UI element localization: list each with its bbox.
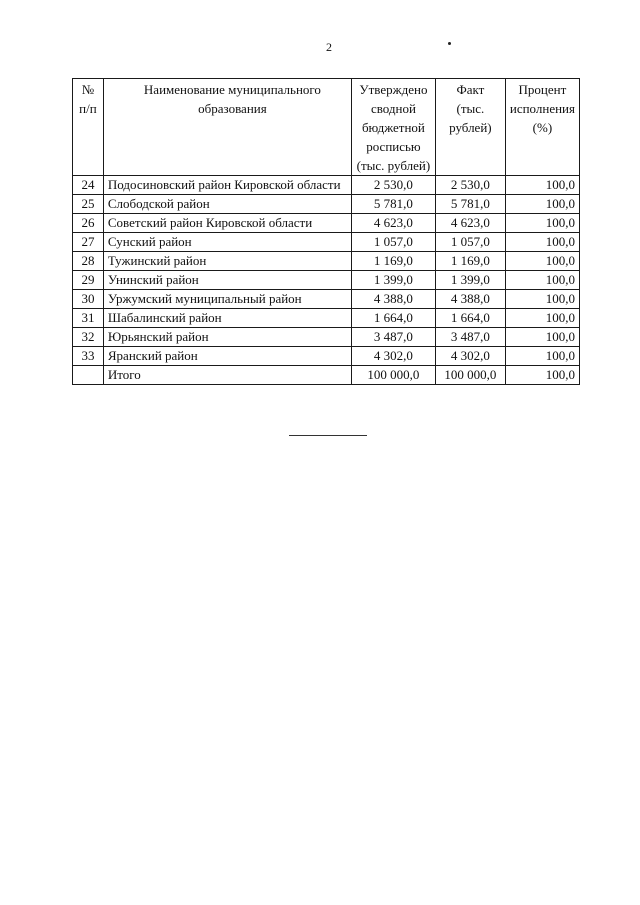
cell-fact: 2 530,0	[435, 176, 505, 195]
cell-name: Яранский район	[103, 347, 351, 366]
cell-num: 24	[73, 176, 104, 195]
table-row	[73, 252, 580, 271]
header-num: № п/п	[73, 79, 104, 176]
cell-percent: 100,0	[505, 271, 579, 290]
page-number: 2	[326, 40, 332, 54]
cell-approved: 1 057,0	[351, 233, 435, 252]
cell-num: 26	[73, 214, 104, 233]
header-name: Наименование муниципального образования	[103, 79, 351, 176]
cell-name: Унинский район	[103, 271, 351, 290]
cell-percent: 100,0	[505, 252, 579, 271]
cell-num: 30	[73, 290, 104, 309]
cell-fact: 100 000,0	[435, 366, 505, 385]
header-percent: Процент исполнения (%)	[505, 79, 579, 176]
table-row	[73, 271, 580, 290]
cell-percent: 100,0	[505, 328, 579, 347]
cell-fact: 4 388,0	[435, 290, 505, 309]
table-header-row	[73, 79, 580, 176]
cell-approved: 4 302,0	[351, 347, 435, 366]
cell-num: 28	[73, 252, 104, 271]
cell-num: 25	[73, 195, 104, 214]
cell-fact: 1 664,0	[435, 309, 505, 328]
cell-approved: 1 664,0	[351, 309, 435, 328]
cell-percent: 100,0	[505, 347, 579, 366]
header-approved: Утверждено сводной бюджетной росписью (тыс. рублей)	[351, 79, 435, 176]
scan-dot	[448, 42, 451, 45]
cell-fact: 1 169,0	[435, 252, 505, 271]
table-row	[73, 328, 580, 347]
cell-percent: 100,0	[505, 290, 579, 309]
cell-name: Юрьянский район	[103, 328, 351, 347]
cell-fact: 4 302,0	[435, 347, 505, 366]
table-row	[73, 176, 580, 195]
cell-name: Уржумский муниципальный район	[103, 290, 351, 309]
cell-percent: 100,0	[505, 366, 579, 385]
cell-name: Сунский район	[103, 233, 351, 252]
cell-name: Шабалинский район	[103, 309, 351, 328]
cell-num: 27	[73, 233, 104, 252]
cell-num: 33	[73, 347, 104, 366]
cell-name: Тужинский район	[103, 252, 351, 271]
cell-name: Слободской район	[103, 195, 351, 214]
cell-name: Советский район Кировской области	[103, 214, 351, 233]
cell-percent: 100,0	[505, 195, 579, 214]
cell-fact: 3 487,0	[435, 328, 505, 347]
cell-approved: 4 388,0	[351, 290, 435, 309]
table-row	[73, 214, 580, 233]
cell-approved: 2 530,0	[351, 176, 435, 195]
cell-fact: 1 057,0	[435, 233, 505, 252]
cell-approved: 5 781,0	[351, 195, 435, 214]
cell-num: 32	[73, 328, 104, 347]
cell-fact: 5 781,0	[435, 195, 505, 214]
cell-name: Итого	[103, 366, 351, 385]
cell-approved: 1 169,0	[351, 252, 435, 271]
cell-approved: 3 487,0	[351, 328, 435, 347]
total-row	[73, 366, 580, 385]
budget-table	[72, 78, 580, 385]
cell-name: Подосиновский район Кировской области	[103, 176, 351, 195]
table-row	[73, 195, 580, 214]
header-fact: Факт (тыс. рублей)	[435, 79, 505, 176]
cell-percent: 100,0	[505, 309, 579, 328]
cell-num: 31	[73, 309, 104, 328]
cell-num: 29	[73, 271, 104, 290]
cell-percent: 100,0	[505, 214, 579, 233]
table-row	[73, 347, 580, 366]
cell-approved: 100 000,0	[351, 366, 435, 385]
cell-num	[73, 366, 104, 385]
cell-approved: 4 623,0	[351, 214, 435, 233]
end-separator-line	[289, 435, 367, 436]
table-body	[73, 176, 580, 385]
table-row	[73, 290, 580, 309]
table-row	[73, 233, 580, 252]
table-row	[73, 309, 580, 328]
cell-percent: 100,0	[505, 233, 579, 252]
cell-fact: 4 623,0	[435, 214, 505, 233]
cell-fact: 1 399,0	[435, 271, 505, 290]
cell-percent: 100,0	[505, 176, 579, 195]
cell-approved: 1 399,0	[351, 271, 435, 290]
